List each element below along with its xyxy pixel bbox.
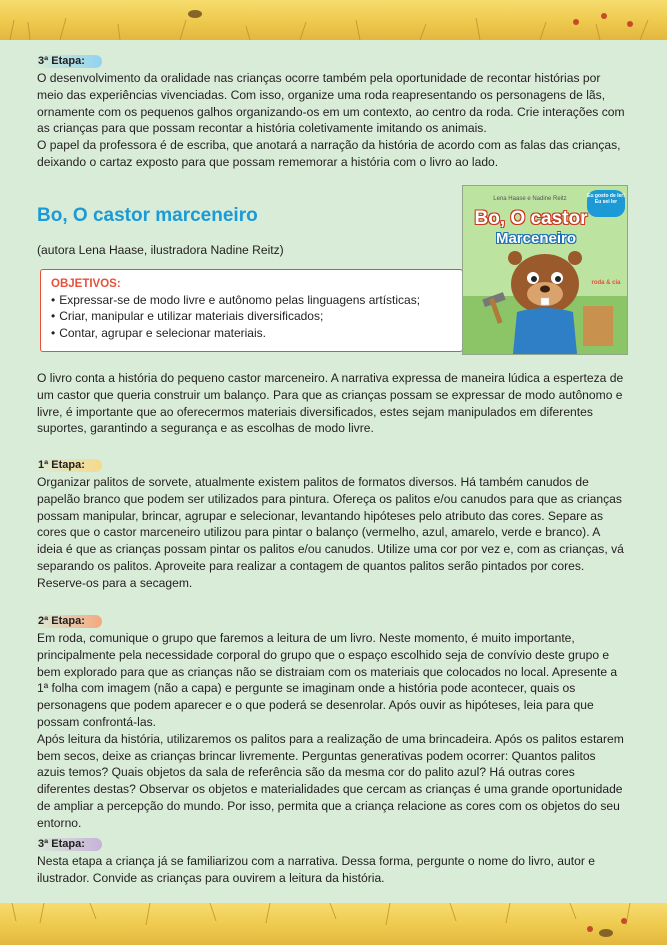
section-label-etapa-1: 1ª Etapa:: [34, 459, 102, 472]
objective-item: • Expressar-se de modo livre e autônomo pelas linguagens artísticas;: [51, 292, 452, 308]
paragraph: O desenvolvimento da oralidade nas crianças ocorre também pela oportunidade de recontar histórias por meio das experiências vivenciadas. Com isso, organize uma roda reapresentando os personagens de lãs, ornamente com os pequenos galhos organizando-os em um contexto, ao centro da roda. Crie interações com as crianças para que possam recontar a história coletivamente imitando os animais.: [37, 71, 625, 136]
book-title: Bo, O castor marceneiro: [37, 205, 258, 226]
etapa-3-first-text: [37, 70, 627, 171]
objectives-box: [40, 269, 463, 352]
objective-item: • Contar, agrupar e selecionar materiais.: [51, 325, 452, 341]
book-intro-text: [37, 370, 627, 437]
cover-title-line1: Bo, O castor: [474, 208, 588, 229]
paragraph: Nesta etapa a criança já se familiarizou com a narrativa. Dessa forma, pergunte o nome do livro, autor e ilustrador. Convide as crianças para ouvirem a leitura da história.: [37, 854, 595, 885]
cover-authors: Lena Haase e Nadine Reitz: [493, 196, 567, 202]
paragraph: O papel da professora é de escriba, que anotará a narração da história de acordo com as falas das crianças, deixando o cartaz exposto para que possam rememorar a história com o livro ao lado.: [37, 138, 621, 169]
section-label-etapa-2: 2ª Etapa:: [34, 615, 102, 628]
etapa-1-text: [37, 474, 627, 592]
objective-item: • Criar, manipular e utilizar materiais diversificados;: [51, 308, 452, 324]
etapa-2-text: [37, 630, 627, 832]
top-decorative-band: [0, 0, 667, 40]
bottom-decorative-band: [0, 903, 667, 945]
paragraph: Organizar palitos de sorvete, atualmente existem palitos de formatos diversos. Há também canudos de papelão branco que podem ser utilizados para pintura. Ofereça os palitos e/ou canudos para que as crianças possam manipular, brincar, agrupar e selecionar, levantando hipóteses pelo atributo das cores. Separe as cores que o castor marceneiro utilizou para pintar o balanço (vermelho, azul, amarelo, verde e branco). A ideia é que as crianças possam pintar os palitos e/ou canudos. Utilize uma cor por vez e, com as crianças, vá separando os palitos. Aproveite para realizar a contagem de quantos palitos serão pintados por cores. Reserve-os para a secagem.: [37, 475, 624, 590]
paragraph: Em roda, comunique o grupo que faremos a leitura de um livro. Neste momento, é muito importante, principalmente pela necessidade corporal do grupo que o espaço escolhido seja de convívio deste grupo e bem explorado para que as crianças não se distraiam com os materiais que colocados no local. Apresente a 1ª folha com imagem (não a capa) e pergunte se imaginam onde a história pode acontecer, quais os personagens que podem aparecer e o que poderá se desenrolar. Após ouvir as hipóteses, leia para que possam confrontá-las.: [37, 631, 618, 729]
cover-title-line2: Marceneiro: [495, 230, 577, 247]
etapa-3-second-text: [37, 853, 627, 887]
paragraph: Após leitura da história, utilizaremos os palitos para a realização de uma brincadeira. Após os palitos estarem bem secos, deixe as crianças brincar livremente. Perguntas generativas podem ocorrer: Quantos palitos azuis temos? Quais objetos da sala de referência são da mesma cor do palito azul? Há outras cores diferentes destas? Observar os objetos e materialidades que cercam as crianças é uma grande oportunidade de ampliar a percepção do mundo. Por isso, permita que a criança relacione as cores com os objetos do seu entorno.: [37, 731, 624, 830]
objectives-heading: OBJETIVOS:: [51, 278, 121, 290]
section-label-etapa-3-second: 3ª Etapa:: [34, 838, 102, 851]
book-credit: (autora Lena Haase, ilustradora Nadine Reitz): [37, 243, 284, 257]
cover-publisher-logo: roda & cia: [591, 280, 621, 286]
book-cover-image: [462, 185, 628, 355]
paragraph: O livro conta a história do pequeno castor marceneiro. A narrativa expressa de maneira lúdica a esperteza de um castor que queria construir um balanço. Para que as crianças possam se expressar de modo autônomo e livre, é importante que ao oferecermos materiais diversificados, estes sejam manipulados em diferentes suportes, garantindo a segurança e as escolhas de modo livre.: [37, 371, 624, 436]
section-label-etapa-3-first: 3ª Etapa:: [34, 55, 102, 68]
cover-badge: Eu gosto de ler! Eu sei ler: [587, 190, 625, 217]
objectives-list: [51, 292, 452, 341]
